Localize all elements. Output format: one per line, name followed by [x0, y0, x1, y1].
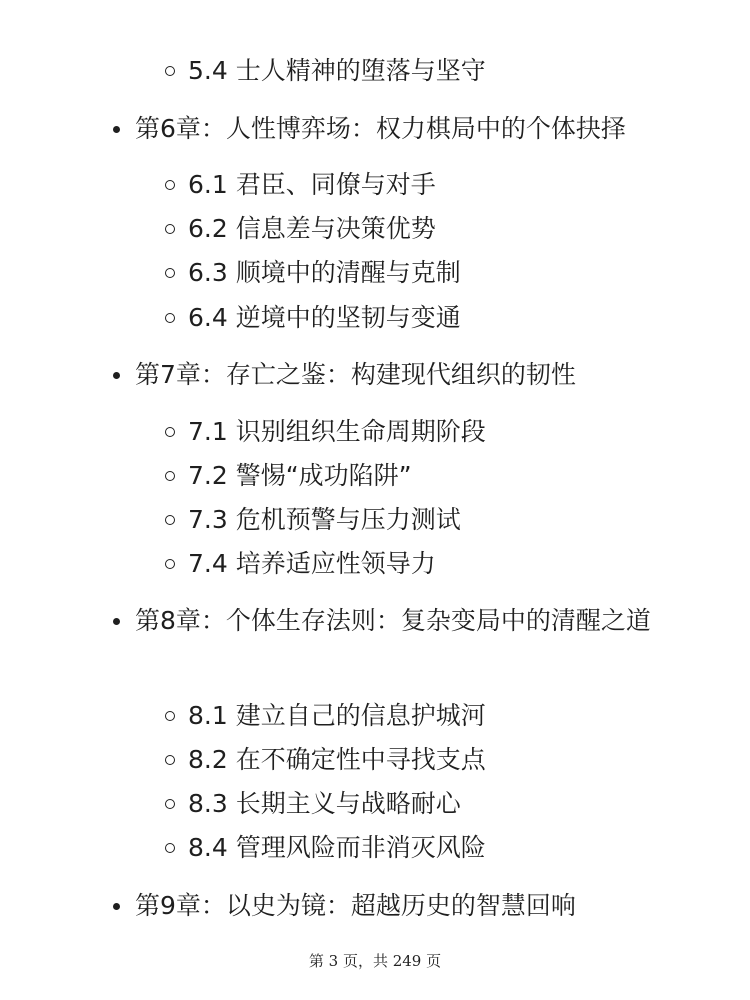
toc-chapter-8[interactable] — [135, 602, 675, 640]
toc-section-label: 7.2 警惕“成功陷阱” — [188, 461, 412, 490]
hollow-bullet-icon — [165, 559, 175, 569]
toc-chapter-label: 第8章：个体生存法则：复杂变局中的清醒之道 — [135, 606, 651, 635]
toc-chapter-6[interactable] — [135, 110, 675, 148]
hollow-bullet-icon — [165, 843, 175, 853]
filled-bullet-icon — [113, 903, 120, 910]
toc-section-label: 6.1 君臣、同僚与对手 — [188, 170, 436, 199]
toc-chapter-label: 第6章：人性博弈场：权力棋局中的个体抉择 — [135, 114, 626, 143]
toc-section-6-1[interactable] — [188, 166, 436, 204]
filled-bullet-icon — [113, 372, 120, 379]
hollow-bullet-icon — [165, 313, 175, 323]
toc-section-5-4[interactable] — [188, 52, 486, 90]
hollow-bullet-icon — [165, 515, 175, 525]
toc-section-8-2[interactable] — [188, 741, 486, 779]
toc-section-label: 6.3 顺境中的清醒与克制 — [188, 258, 461, 287]
toc-section-label: 8.4 管理风险而非消灭风险 — [188, 833, 486, 862]
hollow-bullet-icon — [165, 180, 175, 190]
toc-section-label: 8.2 在不确定性中寻找支点 — [188, 745, 486, 774]
toc-section-7-4[interactable] — [188, 545, 436, 583]
filled-bullet-icon — [113, 126, 120, 133]
hollow-bullet-icon — [165, 427, 175, 437]
toc-section-label: 7.1 识别组织生命周期阶段 — [188, 417, 486, 446]
toc-section-8-1[interactable] — [188, 697, 486, 735]
filled-bullet-icon — [113, 618, 120, 625]
toc-section-7-3[interactable] — [188, 501, 461, 539]
hollow-bullet-icon — [165, 66, 175, 76]
toc-section-7-1[interactable] — [188, 413, 486, 451]
toc-section-6-2[interactable] — [188, 210, 436, 248]
toc-section-label: 7.3 危机预警与压力测试 — [188, 505, 461, 534]
toc-chapter-7[interactable] — [135, 356, 675, 394]
toc-chapter-label: 第9章：以史为镜：超越历史的智慧回响 — [135, 891, 576, 920]
toc-section-label: 6.2 信息差与决策优势 — [188, 214, 436, 243]
toc-section-6-4[interactable] — [188, 299, 461, 337]
toc-chapter-9[interactable] — [135, 887, 675, 925]
hollow-bullet-icon — [165, 755, 175, 765]
toc-section-label: 8.1 建立自己的信息护城河 — [188, 701, 486, 730]
toc-section-7-2[interactable] — [188, 457, 412, 495]
toc-section-label: 6.4 逆境中的坚韧与变通 — [188, 303, 461, 332]
hollow-bullet-icon — [165, 799, 175, 809]
toc-section-label: 5.4 士人精神的堕落与坚守 — [188, 56, 486, 85]
hollow-bullet-icon — [165, 224, 175, 234]
hollow-bullet-icon — [165, 268, 175, 278]
hollow-bullet-icon — [165, 471, 175, 481]
page-number-footer: 第 3 页，共 249 页 — [308, 952, 442, 970]
toc-section-label: 7.4 培养适应性领导力 — [188, 549, 436, 578]
hollow-bullet-icon — [165, 711, 175, 721]
toc-section-8-4[interactable] — [188, 829, 486, 867]
toc-section-6-3[interactable] — [188, 254, 461, 292]
toc-section-label: 8.3 长期主义与战略耐心 — [188, 789, 461, 818]
toc-chapter-label: 第7章：存亡之鉴：构建现代组织的韧性 — [135, 360, 576, 389]
toc-section-8-3[interactable] — [188, 785, 461, 823]
